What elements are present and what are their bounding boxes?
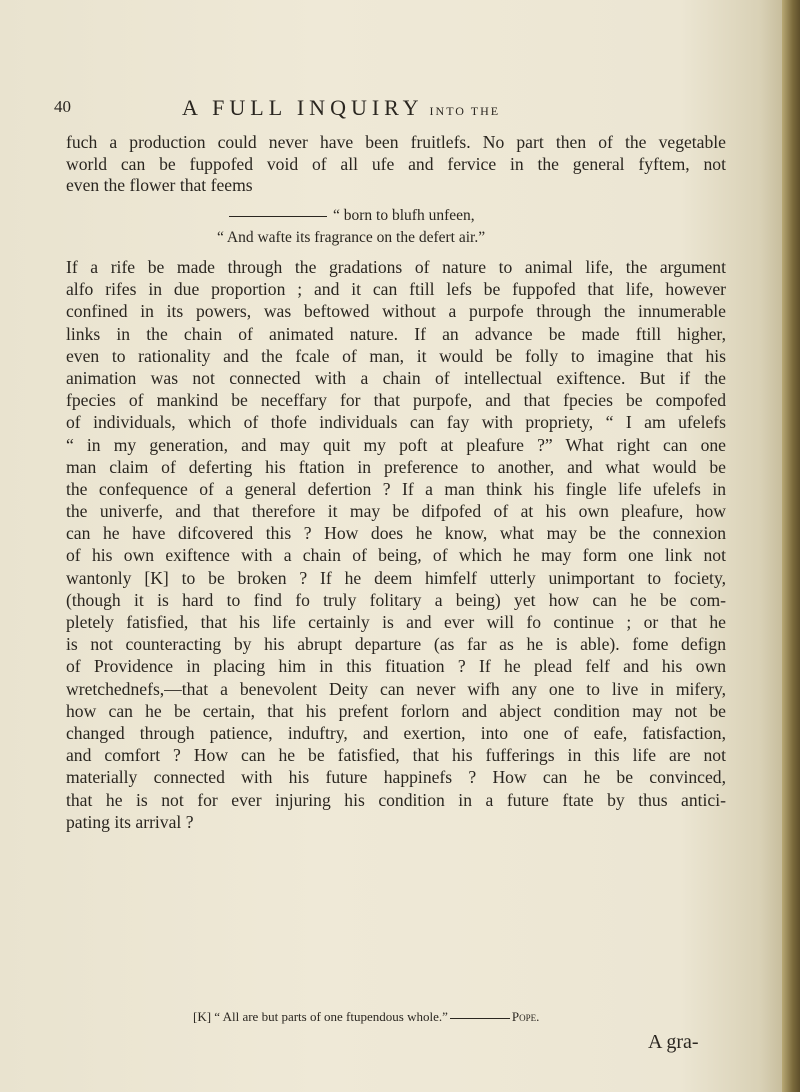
text-line: “ in my generation, and may quit my poft at pleafure ?” What right can one	[66, 434, 726, 455]
page-number: 40	[54, 97, 71, 116]
text-line: fpecies of mankind be neceffary for that purpofe, and that fpecies be compofed	[66, 390, 726, 411]
text-line: is not counteracting by his abrupt departure (as far as he is able). fome defign	[66, 634, 726, 655]
text-line: alfo rifes in due proportion ; and it can ftill lefs be fuppofed that life, however	[66, 279, 726, 300]
text-line: of his own exiftence with a chain of being, of which he may form one link not	[66, 545, 726, 566]
running-title-suffix: INTO THE	[429, 104, 501, 118]
running-title-main: A FULL INQUIRY	[182, 95, 424, 120]
page-header	[54, 95, 694, 125]
quote-line-1	[229, 205, 649, 227]
text-line: animation was not connected with a chain of intellectual exiftence. But if the	[66, 367, 726, 388]
text-line: pletely fatisfied, that his life certainly is and ever will fo continue ; or that he	[66, 612, 726, 632]
text-line: even the flower that feems	[66, 175, 253, 196]
quote-dash	[229, 216, 327, 217]
text-line: that he is not for ever injuring his condition in a future ftate by thus antici-	[66, 789, 726, 810]
text-line: even to rationality and the fcale of man, it would be folly to imagine that his	[66, 345, 726, 366]
text-line: wantonly [K] to be broken ? If he deem himfelf utterly unimportant to fociety,	[66, 567, 726, 588]
text-line: can he have difcovered this ? How does he know, what may be the connexion	[66, 523, 726, 544]
footnote-text: “ All are but parts of one ftupendous whole.”	[214, 1009, 448, 1024]
text-line: (though it is hard to find fo truly folitary a being) yet how can he be com-	[66, 589, 726, 610]
footnote-rule	[450, 1018, 510, 1019]
text-line: If a rife be made through the gradations of nature to animal life, the argument	[66, 257, 726, 277]
text-line: of Providence in placing him in this fituation ? If he plead felf and his own	[66, 656, 726, 677]
text-line: confined in its powers, was beftowed without a purpofe through the innumerable	[66, 301, 726, 322]
text-line: links in the chain of animated nature. If an advance be made ftill higher,	[66, 323, 726, 344]
text-line: materially connected with his future happinefs ? How can he be convinced,	[66, 767, 726, 788]
text-line: and comfort ? How can he be fatisfied, that his fufferings in this life are not	[66, 745, 726, 766]
paragraph-2	[66, 256, 726, 833]
footnote-attribution: Pope.	[511, 1009, 540, 1024]
footnote-marker: [K]	[193, 1009, 212, 1024]
text-line: wretchednefs,—that a benevolent Deity can never wifh any one to live in mifery,	[66, 678, 726, 699]
text-line: fuch a production could never have been fruitlefs. No part then of the vegetable	[66, 132, 726, 152]
text-line: of individuals, which of thofe individuals can fay with propriety, “ I am ufelefs	[66, 412, 726, 433]
text-line: the univerfe, and that therefore it may be difpofed of at his own pleafure, how	[66, 501, 726, 522]
page-edge	[782, 0, 800, 1092]
text-line: world can be fuppofed void of all ufe and fervice in the general fyftem, not	[66, 153, 726, 174]
running-title	[182, 95, 500, 121]
quote-text: “ born to blufh unfeen,	[333, 207, 475, 224]
text-line: man claim of deferting his ftation in preference to another, and what would be	[66, 456, 726, 477]
text-line: the confequence of a general defertion ? If a man think his fingle life ufelefs in	[66, 478, 726, 499]
verse-quote	[217, 205, 649, 249]
text-line: changed through patience, induftry, and exertion, into one of eafe, fatisfaction,	[66, 722, 726, 743]
paragraph-1	[66, 132, 726, 197]
text-line: pating its arrival ?	[66, 811, 194, 832]
quote-line-2: “ And wafte its fragrance on the defert air.”	[217, 229, 486, 246]
catchword: A gra-	[648, 1031, 699, 1053]
footnote	[193, 1009, 539, 1025]
text-line: how can he be certain, that his prefent forlorn and abject condition may not be	[66, 700, 726, 721]
